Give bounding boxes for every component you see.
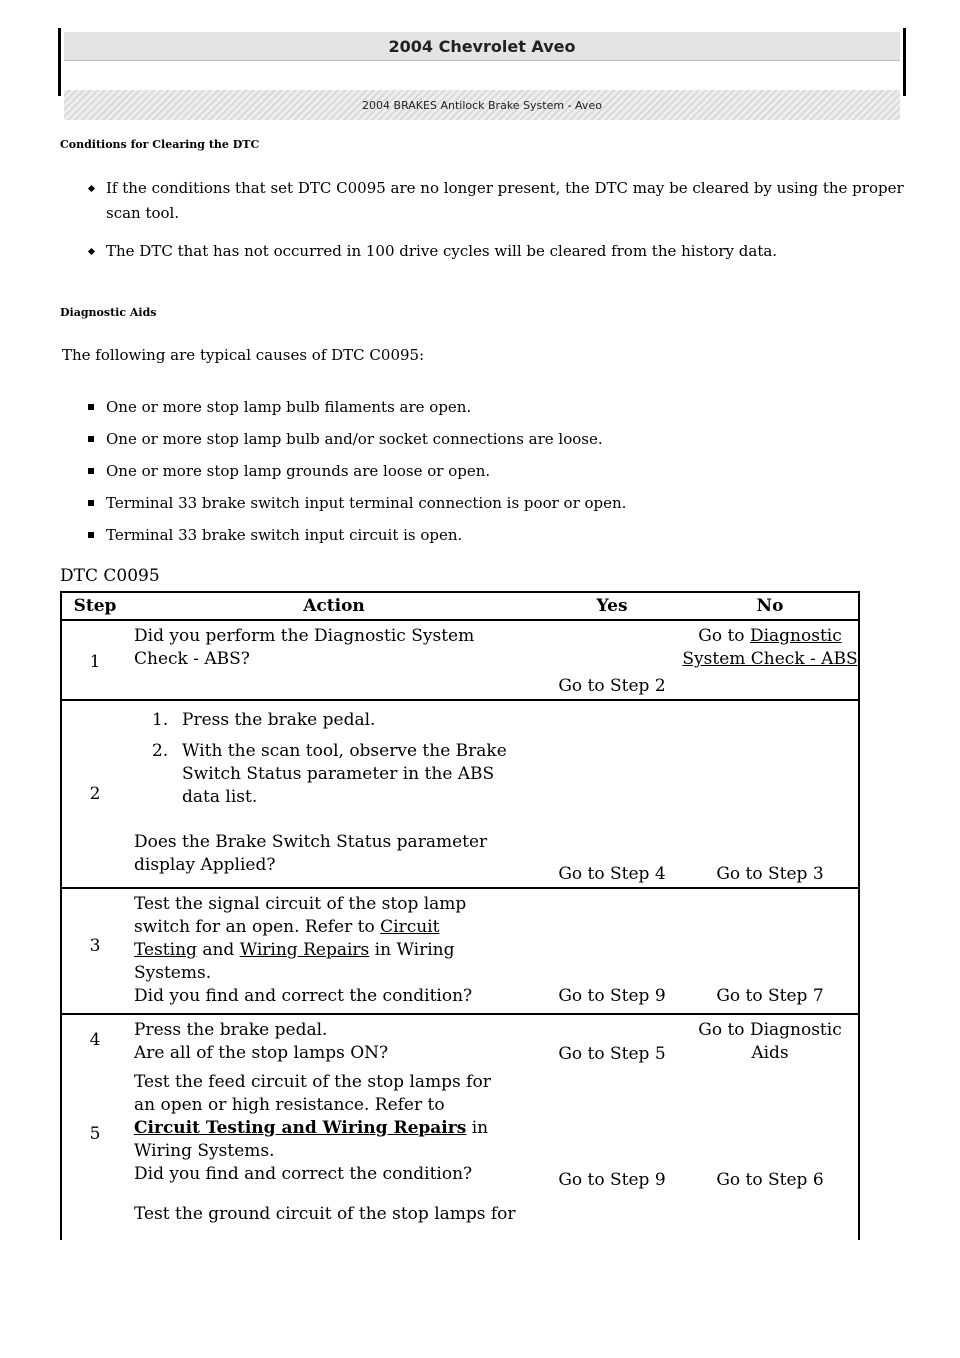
header-no: No bbox=[756, 596, 784, 616]
action-text: Test the ground circuit of the stop lamps for bbox=[134, 1204, 516, 1224]
list-item: Terminal 33 brake switch input circuit is open. bbox=[60, 522, 860, 548]
header-left-rule bbox=[58, 28, 61, 96]
no-prefix: Go to bbox=[698, 626, 745, 646]
step-number: 1 bbox=[89, 652, 101, 672]
table-header-row bbox=[62, 593, 858, 621]
yes-result: Go to Step 5 bbox=[558, 1044, 666, 1064]
substep: 2. With the scan tool, observe the Brake Switch Status parameter in the ABS data list. bbox=[152, 741, 507, 807]
clearing-list bbox=[60, 176, 910, 277]
yes-result: Go to Step 9 bbox=[558, 986, 666, 1006]
clearing-heading: Conditions for Clearing the DTC bbox=[60, 138, 260, 151]
link-diagnostic-system-check[interactable]: Diagnostic System Check - ABS bbox=[682, 626, 858, 669]
yes-result: Go to Step 4 bbox=[558, 864, 666, 884]
list-item: If the conditions that set DTC C0095 are no longer present, the DTC may be cleared by using the proper scan tool. bbox=[60, 176, 910, 226]
action-text: Test the feed circuit of the stop lamps for an open or high resistance. Refer to Circuit Testing and Wiring Repairs in Wiring Systems. Did you find and correct the condition? bbox=[134, 1071, 514, 1186]
no-result: Go to Step 3 bbox=[716, 864, 824, 884]
table-row bbox=[62, 621, 858, 701]
header-subtitle: 2004 BRAKES Antilock Brake System - Aveo bbox=[64, 90, 900, 120]
table-row bbox=[62, 1199, 858, 1240]
list-item: One or more stop lamp grounds are loose or open. bbox=[60, 458, 860, 484]
link-circuit-testing-wiring-repairs[interactable]: Circuit Testing and Wiring Repairs bbox=[134, 1118, 467, 1138]
action-text: Press the brake pedal. Are all of the stop lamps ON? bbox=[134, 1020, 389, 1063]
step-number: 3 bbox=[89, 936, 101, 956]
action-text: Did you perform the Diagnostic System Check - ABS? bbox=[134, 626, 475, 669]
question-text: Did you find and correct the condition? bbox=[134, 1164, 473, 1184]
yes-result: Go to Step 9 bbox=[558, 1170, 666, 1190]
step-number: 2 bbox=[89, 784, 101, 804]
link-circuit-testing[interactable]: Circuit Testing bbox=[134, 917, 440, 960]
substep: 1. Press the brake pedal. bbox=[152, 710, 376, 730]
aids-intro: The following are typical causes of DTC C0095: bbox=[62, 346, 425, 364]
table-row bbox=[62, 1015, 858, 1069]
list-item: One or more stop lamp bulb filaments are open. bbox=[60, 394, 860, 420]
no-result: Go to Step 6 bbox=[716, 1170, 824, 1190]
list-item: Terminal 33 brake switch input terminal connection is poor or open. bbox=[60, 490, 860, 516]
no-result bbox=[682, 625, 858, 671]
table-row bbox=[62, 701, 858, 889]
action-text: Test the signal circuit of the stop lamp switch for an open. Refer to Circuit Testing and Wiring Repairs in Wiring Systems. Did you find and correct the condition? bbox=[134, 893, 504, 1008]
step-number: 5 bbox=[89, 1124, 101, 1144]
list-item: The DTC that has not occurred in 100 drive cycles will be cleared from the history data. bbox=[60, 239, 866, 264]
header-title: 2004 Chevrolet Aveo bbox=[64, 32, 900, 61]
page-header bbox=[58, 28, 906, 112]
substeps bbox=[134, 709, 534, 809]
aids-list bbox=[60, 394, 860, 554]
no-result: Go to Step 7 bbox=[716, 986, 824, 1006]
dtc-table bbox=[60, 591, 860, 1240]
header-step: Step bbox=[73, 596, 117, 616]
header-yes: Yes bbox=[596, 596, 628, 616]
no-result: Go to Diagnostic Aids bbox=[698, 1020, 842, 1063]
table-row bbox=[62, 1069, 858, 1199]
list-item: One or more stop lamp bulb and/or socket connections are loose. bbox=[60, 426, 860, 452]
header-action: Action bbox=[303, 596, 365, 616]
link-wiring-repairs[interactable]: Wiring Repairs bbox=[239, 940, 370, 960]
header-right-rule bbox=[903, 28, 906, 96]
action-text bbox=[134, 709, 534, 877]
question-text: Did you find and correct the condition? bbox=[134, 986, 473, 1006]
table-row bbox=[62, 889, 858, 1015]
question-text: Does the Brake Switch Status parameter display Applied? bbox=[134, 832, 488, 875]
yes-result: Go to Step 2 bbox=[558, 676, 666, 696]
step-number: 4 bbox=[89, 1030, 101, 1050]
aids-heading: Diagnostic Aids bbox=[60, 306, 157, 319]
table-title: DTC C0095 bbox=[60, 566, 160, 586]
